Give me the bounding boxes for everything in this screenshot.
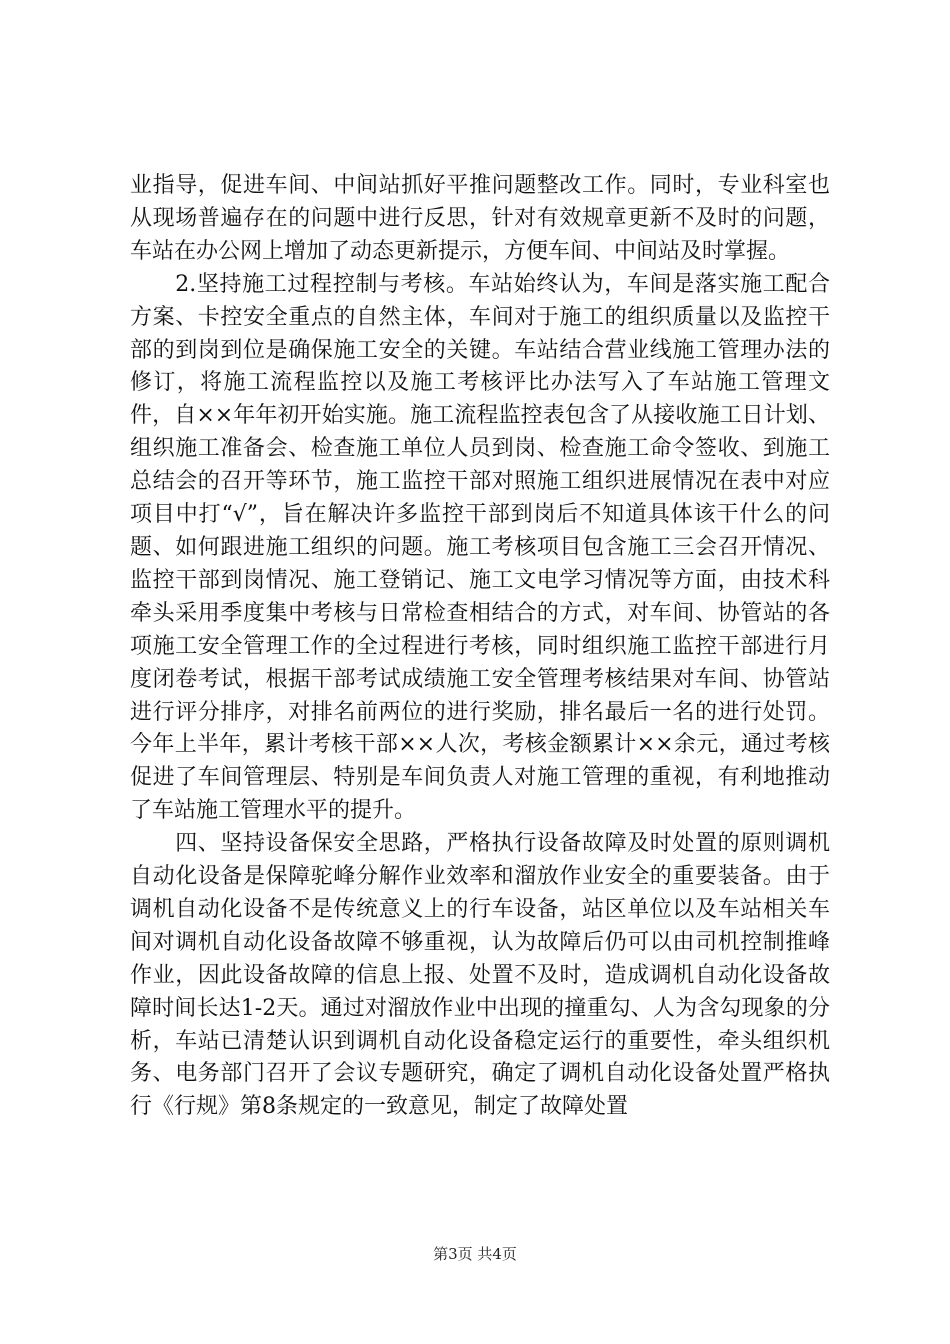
paragraph-equipment-safety: 四、坚持设备保安全思路，严格执行设备故障及时处置的原则调机自动化设备是保障驼峰分解作业效率和溜放作业安全的重要装备。由于调机自动化设备不是传统意义上的行车设备，站区单位以及车站相关车间对调机自动化设备故障不够重视，认为故障后仍可以由司机控制推峰作业，因此设备故障的信息上报、处置不及时，造成调机自动化设备故障时间长达1-2天。通过对溜放作业中出现的撞重勾、人为含勾现象的分析，车站已清楚认识到调机自动化设备稳定运行的重要性，牵头组织机务、电务部门召开了会议专题研究，确定了调机自动化设备处置严格执行《行规》第8条规定的一致意见，制定了故障处置 xyxy=(130,831,830,1120)
document-body xyxy=(130,170,830,1124)
paragraph-continuation: 业指导，促进车间、中间站抓好平推问题整改工作。同时，专业科室也从现场普遍存在的问题中进行反思，针对有效规章更新不及时的问题，车站在办公网上增加了动态更新提示，方便车间、中间站及时掌握。 xyxy=(130,173,830,264)
page-footer xyxy=(0,1244,950,1264)
page-number: 第3页 共4页 xyxy=(433,1245,517,1263)
paragraph-construction-control: 2.坚持施工过程控制与考核。车站始终认为，车间是落实施工配合方案、卡控安全重点的自然主体，车间对于施工的组织质量以及监控干部的到岗到位是确保施工安全的关键。车站结合营业线施工管理办法的修订，将施工流程监控以及施工考核评比办法写入了车站施工管理文件，自××年年初开始实施。施工流程监控表包含了从接收施工日计划、组织施工准备会、检查施工单位人员到岗、检查施工命令签收、到施工总结会的召开等环节，施工监控干部对照施工组织进展情况在表中对应项目中打“√”，旨在解决许多监控干部到岗后不知道具体该干什么的问题、如何跟进施工组织的问题。施工考核项目包含施工三会召开情况、监控干部到岗情况、施工登销记、施工文电学习情况等方面，由技术科牵头采用季度集中考核与日常检查相结合的方式，对车间、协管站的各项施工安全管理工作的全过程进行考核，同时组织施工监控干部进行月度闭卷考试，根据干部考试成绩施工安全管理考核结果对车间、协管站进行评分排序，对排名前两位的进行奖励，排名最后一名的进行处罚。今年上半年，累计考核干部××人次，考核金额累计××余元，通过考核促进了车间管理层、特别是车间负责人对施工管理的重视，有利地推动了车站施工管理水平的提升。 xyxy=(130,271,830,824)
